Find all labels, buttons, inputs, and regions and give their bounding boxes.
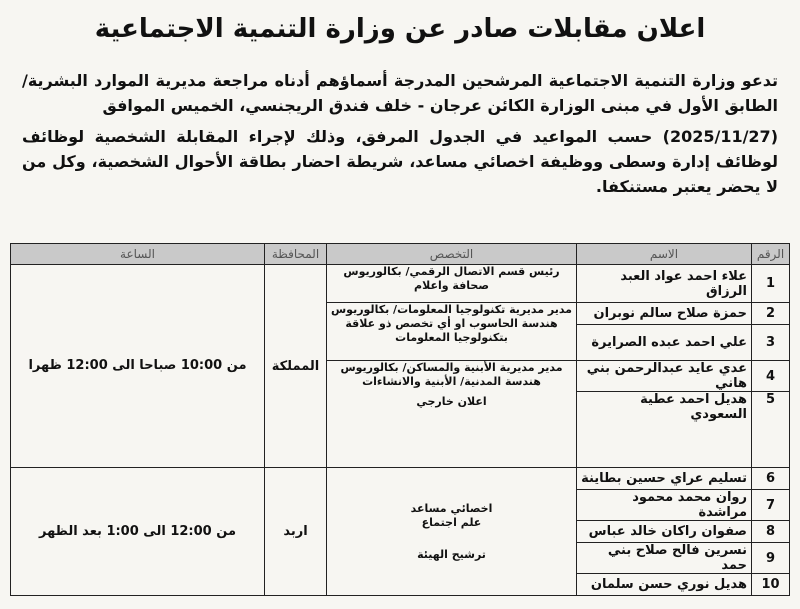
time-cell: من 12:00 الى 1:00 بعد الظهر — [11, 468, 265, 596]
nomination-note: ترشيح الهيئة — [417, 547, 486, 561]
specialization-cell — [327, 468, 577, 596]
table-row — [11, 468, 790, 490]
specialization-cell: رئيس قسم الاتصال الرقمي/ بكالوريوس صحافة واعلام — [327, 265, 577, 303]
candidate-name: حمزة صلاح سالم نوبران — [577, 303, 752, 325]
header-time: الساعة — [11, 244, 265, 265]
header-name: الاسم — [577, 244, 752, 265]
specialization-cell — [327, 361, 577, 468]
specialization-title: اخصائي مساعد — [410, 501, 493, 515]
row-number: 8 — [752, 521, 790, 543]
header-specialization: التخصص — [327, 244, 577, 265]
external-ad-note: اعلان خارجي — [416, 395, 487, 408]
page-title: اعلان مقابلات صادر عن وزارة التنمية الاجتماعية — [94, 14, 706, 44]
table-header-row — [11, 244, 790, 265]
row-number: 9 — [752, 543, 790, 574]
row-number: 7 — [752, 490, 790, 521]
specialization-cell: مدير مديرية تكنولوجيا المعلومات/ بكالوريوس هندسة الحاسوب او أي تخصص ذو علاقة بتكنولوجيا المعلومات — [327, 303, 577, 361]
row-number: 10 — [752, 574, 790, 596]
intro-text — [22, 68, 778, 199]
row-number: 4 — [752, 361, 790, 392]
candidate-name: عدي عايد عبدالرحمن بني هاني — [577, 361, 752, 392]
candidate-name: روان محمد محمود مراشدة — [577, 490, 752, 521]
interview-table — [10, 243, 790, 596]
header-number: الرقم — [752, 244, 790, 265]
table-row — [11, 265, 790, 303]
row-number: 3 — [752, 325, 790, 361]
row-number: 5 — [752, 392, 790, 468]
row-number: 1 — [752, 265, 790, 303]
governorate-cell: اربد — [265, 468, 327, 596]
time-cell: من 10:00 صباحا الى 12:00 ظهرا — [11, 265, 265, 468]
candidate-name: نسرين فالح صلاح بني حمد — [577, 543, 752, 574]
row-number: 6 — [752, 468, 790, 490]
intro-paragraph-2: (2025/11/27) حسب المواعيد في الجدول المرفق، وذلك لإجراء المقابلة الشخصية لوظائف لوظائف إدارة وسطى ووظيفة اخصائي مساعد، شريطة احضار بطاقة الأحوال الشخصية، وكل من لا يحضر يعتبر مستنكفا. — [22, 127, 778, 196]
specialization-subtitle: علم اجتماع — [421, 515, 482, 529]
row-number: 2 — [752, 303, 790, 325]
candidate-name: هديل نوري حسن سلمان — [577, 574, 752, 596]
header-governorate: المحافظة — [265, 244, 327, 265]
candidate-name: علاء احمد عواد العبد الرزاق — [577, 265, 752, 303]
spacer — [331, 530, 572, 548]
candidate-name: علي احمد عبده الصرايرة — [577, 325, 752, 361]
specialization-text: مدير مديرية الأبنية والمساكن/ بكالوريوس هندسة المدنية/ الأبنية والانشاءات — [340, 361, 563, 388]
intro-paragraph-1: تدعو وزارة التنمية الاجتماعية المرشحين المدرجة أسماؤهم أدناه مراجعة مديرية الموارد البشرية/ الطابق الأول في مبنى الوزارة الكائن عرجان - خلف فندق الريجنسي، الخميس الموافق — [22, 71, 778, 115]
candidate-name: تسليم عراي حسين بطاينة — [577, 468, 752, 490]
governorate-cell: المملكة — [265, 265, 327, 468]
candidate-name: هديل احمد عطية السعودي — [577, 392, 752, 468]
candidate-name: صفوان راكان خالد عباس — [577, 521, 752, 543]
